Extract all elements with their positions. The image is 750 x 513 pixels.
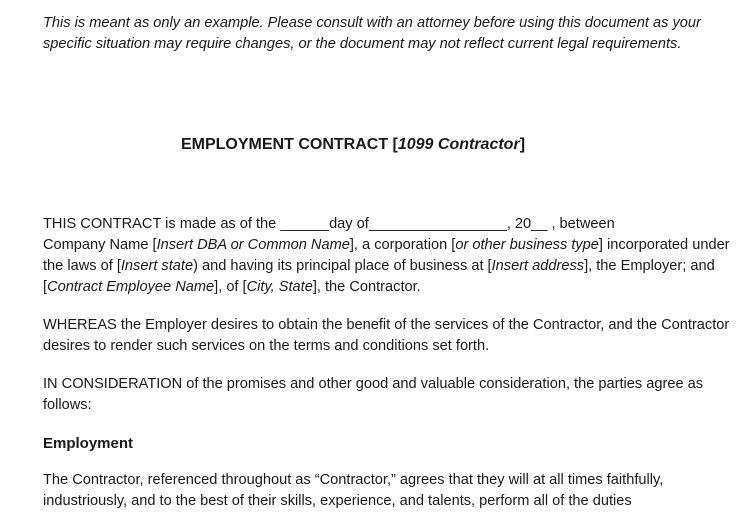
placeholder-state: Insert state (120, 258, 194, 274)
title-contract-type: 1099 Contractor (397, 136, 520, 153)
intro-text: Company Name [ (43, 237, 157, 253)
title-main: EMPLOYMENT CONTRACT [ (180, 136, 398, 153)
day-blank: ______ (280, 216, 330, 232)
intro-text: ], of [ (214, 279, 247, 295)
document-page (43, 13, 733, 509)
year-blank: __ (531, 216, 548, 232)
intro-text: ], a corporation [ (349, 237, 456, 253)
intro-text: ] incorporated under the laws of [ (43, 237, 730, 274)
consideration-paragraph: IN CONSIDERATION of the promises and other good and valuable consideration, the parties agree as follows: (43, 376, 704, 413)
section-heading-employment: Employment (43, 435, 134, 452)
intro-paragraph (43, 214, 733, 298)
title-close: ] (519, 136, 526, 153)
document-title (43, 134, 663, 155)
intro-text: , between (547, 216, 615, 232)
placeholder-city-state: City, State (246, 279, 313, 295)
month-blank: _________________ (368, 216, 507, 232)
intro-text: , 20 (506, 216, 532, 232)
disclaimer-text: This is meant as only an example. Please consult with an attorney before using this document as your specific situation may require changes, or the document may not reflect current legal requirements. (43, 15, 701, 52)
intro-text: THIS CONTRACT is made as of the (43, 216, 281, 232)
intro-text: ) and having its principal place of business at [ (193, 258, 492, 274)
placeholder-business-type: or other business type (455, 237, 599, 253)
placeholder-dba: Insert DBA or Common Name (156, 237, 350, 253)
employment-paragraph: The Contractor, referenced throughout as “Contractor,” agrees that they will at all times faithfully, industriously, and to the best of their skills, experience, and talents, perform all of the duties (43, 472, 664, 509)
intro-text: day of (329, 216, 369, 232)
intro-text: ], the Contractor. (312, 279, 421, 295)
whereas-paragraph: WHEREAS the Employer desires to obtain the benefit of the services of the Contractor, and the Contractor desires to render such services on the terms and conditions set forth. (43, 317, 730, 354)
placeholder-contractor-name: Contract Employee Name (47, 279, 215, 295)
placeholder-address: Insert address (491, 258, 585, 274)
intro-text: ], the Employer; and [ (43, 258, 715, 295)
